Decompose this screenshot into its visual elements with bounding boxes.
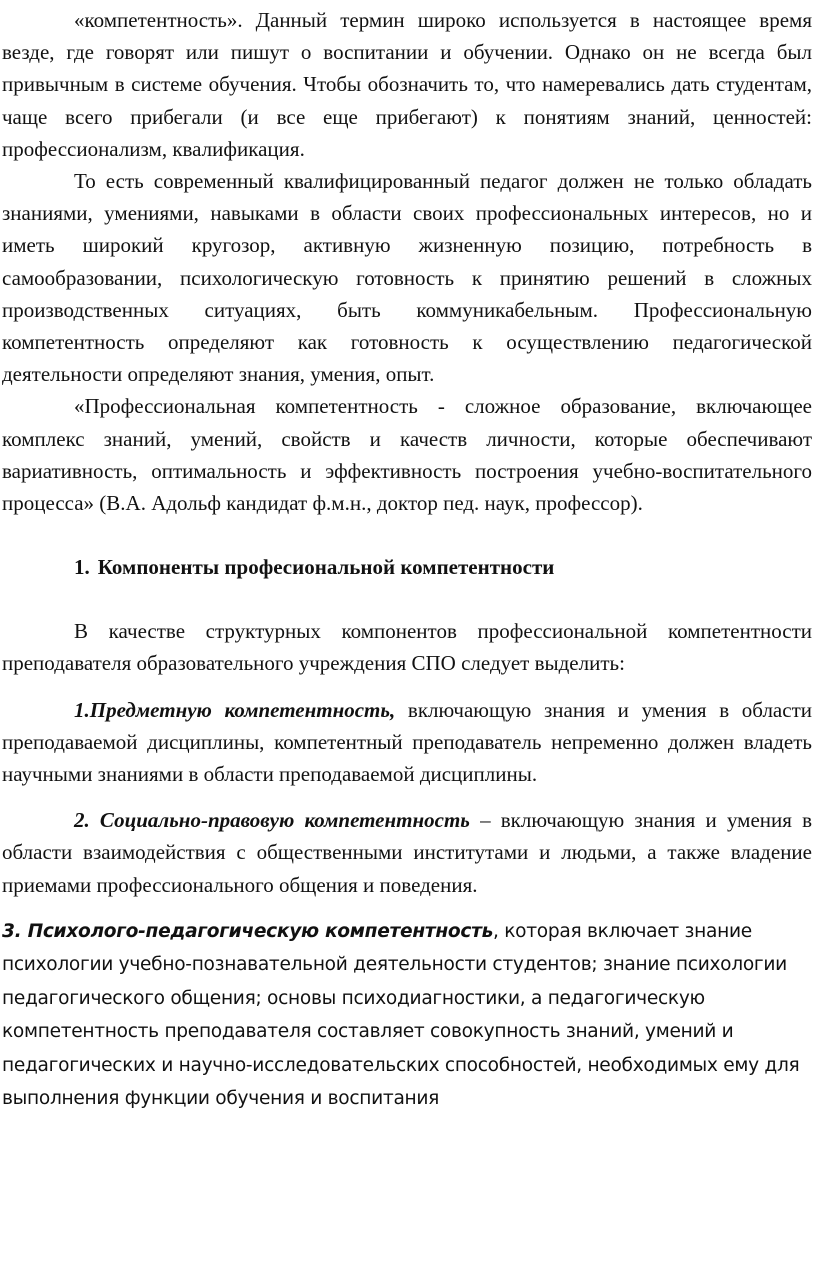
section-heading-text: Компоненты професиональной компетентности — [97, 555, 555, 580]
list-item-subject-competence — [2, 694, 812, 791]
spacer — [2, 519, 812, 551]
list-item-text: , которая включает знание психологии учебно-познавательной деятельности студентов; знание психологии педагогического общения; основы психодиагностики, а педагогическую компетентность преподавателя составляет совокупность знаний, умений и педагогических и научно-исследовательских способностей, необходимых ему для выполнения функции обучения и воспитания — [2, 920, 800, 1110]
paragraph-competence-term: «компетентность». Данный термин широко используется в настоящее время везде, где говорят или пишут о воспитании и обучении. Однако он не всегда был привычным в системе обучения. Чтобы обозначить то, что намеревались дать студентам, чаще всего прибегали (и все еще прибегают) к понятиям знаний, ценностей: профессионализм, квалификация. — [2, 8, 812, 161]
list-item-term: 3. Психолого-педагогическую компетентность — [2, 920, 494, 942]
spacer — [2, 790, 812, 804]
spacer — [2, 583, 812, 615]
spacer — [2, 901, 812, 915]
list-item-social-legal-competence — [2, 804, 812, 901]
list-item-psychological-pedagogical-competence — [2, 915, 812, 1116]
paragraph-modern-teacher: То есть современный квалифицированный педагог должен не только обладать знаниями, умениями, навыками в области своих профессиональных интересов, но и иметь широкий кругозор, активную жизненную позицию, потребность в самообразовании, психологическую готовность к принятию решений в сложных производственных ситуациях, быть коммуникабельным. Профессиональную компетентность определяют как готовность к осуществлению педагогической деятельности определяют знания, умения, опыт. — [2, 169, 812, 387]
paragraph-intro: В качестве структурных компонентов профессиональной компетентности преподавателя образовательного учреждения СПО следует выделить: — [2, 619, 812, 676]
paragraph-definition-quote: «Профессиональная компетентность - сложное образование, включающее комплекс знаний, умений, свойств и качеств личности, которые обеспечивают вариативность, оптимальность и эффективность построения учебно-воспитательного процесса» (В.А. Адольф кандидат ф.м.н., доктор пед. наук, профессор). — [2, 394, 812, 516]
section-heading — [2, 551, 812, 583]
list-item-term: 1.Предметную компетентность, — [74, 697, 396, 722]
section-heading-number: 1. — [74, 555, 90, 580]
list-item-term: 2. Социально-правовую компетентность — [74, 808, 470, 833]
list-item-text: – включающую знания и умения в области взаимодействия с общественными институтами и людьми, а также владение приемами профессионального общения и поведения. — [2, 808, 813, 897]
spacer — [2, 680, 812, 694]
list-item-text: включающую знания и умения в области преподаваемой дисциплины, компетентный преподаватель непременно должен владеть научными знаниями в области преподаваемой дисциплины. — [2, 697, 812, 787]
